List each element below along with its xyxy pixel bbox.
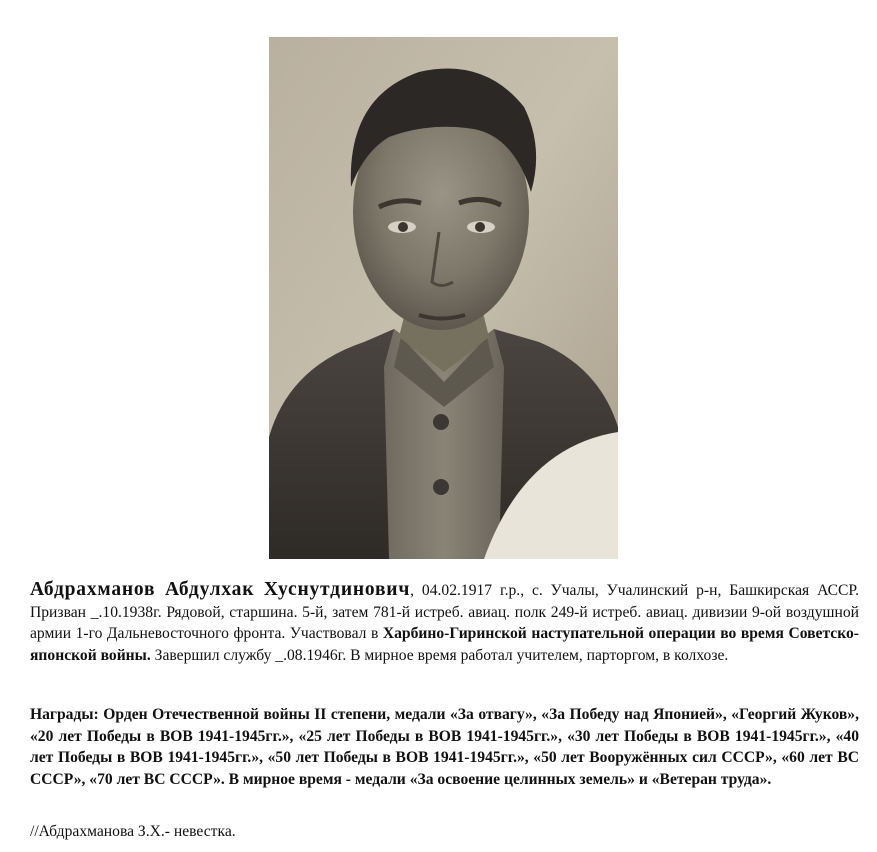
operation-name: Харбино-Гиринской наступательной операции во время Советско-японской войны. [30, 625, 860, 664]
biography-paragraph [30, 579, 859, 666]
portrait-photo [269, 37, 618, 559]
awards-paragraph: Награды: Орден Отечественной войны II степени, медали «За отвагу», «За Победу над Японией», «Георгий Жуков», «20 лет Победы в ВОВ 1941-1945гг.», «25 лет Победы в ВОВ 1941-1945гг.», «30 лет Победы в ВОВ 1941-1945гг.», «40 лет Победы в ВОВ 1941-1945гг.», «50 лет Победы в ВОВ 1941-1945гг.», «50 лет Вооружённых сил СССР», «60 лет ВС СССР», «70 лет ВС СССР». В мирное время - медали «За освоение целинных земель» и «Ветеран труда». [30, 706, 859, 788]
source-note: //Абдрахманова З.Х.- невестка. [30, 823, 236, 840]
bio-text-1: , 04.02.1917 г.р., с. Учалы, Учалинский р-н, Башкирская АССР. Призван _.10.1938г. Рядовой, старшина. 5-й, затем 781-й истреб. авиац. полк 249-й истреб. авиац. дивизии 9-ой воздушной армии 1-го Дальневосточного фронта. Участвовал в [30, 582, 859, 642]
person-name: Абдрахманов Абдулхак Хуснутдинович [30, 579, 411, 600]
bio-text-2: Завершил службу _.08.1946г. В мирное время работал учителем, парторгом, в колхозе. [150, 646, 729, 664]
